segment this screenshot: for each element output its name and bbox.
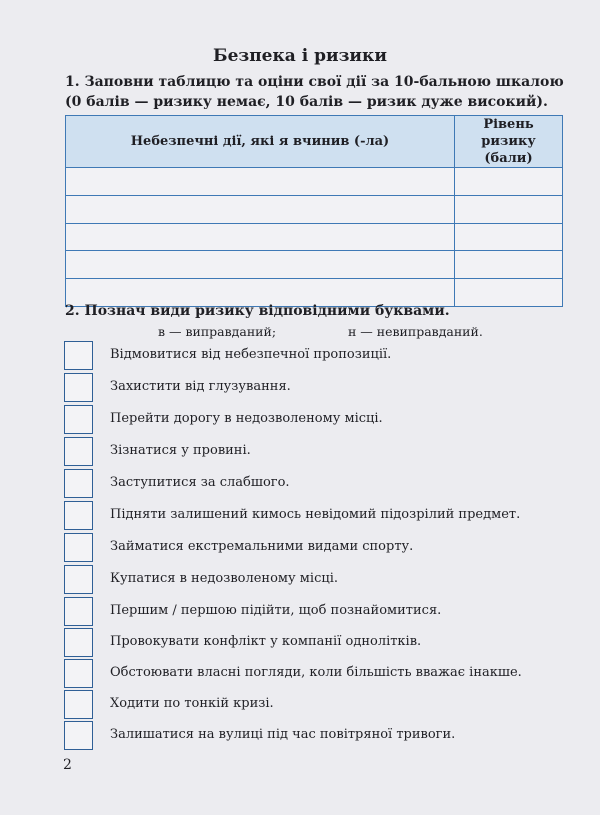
answer-box[interactable] — [64, 533, 93, 562]
list-item — [64, 469, 564, 498]
answer-box[interactable] — [64, 659, 93, 688]
task-1-number: 1. — [65, 74, 80, 90]
table-cell-action[interactable] — [66, 168, 455, 196]
list-item — [64, 533, 564, 562]
answer-box[interactable] — [64, 690, 93, 719]
item-label: Захистити від глузування. — [110, 379, 291, 394]
page-number: 2 — [63, 757, 72, 773]
table-row — [66, 195, 563, 223]
answer-box[interactable] — [64, 501, 93, 530]
legend-justified: в — виправданий; — [158, 324, 277, 339]
table-cell-action[interactable] — [66, 223, 455, 251]
task-1-instruction — [65, 72, 565, 112]
table-cell-score[interactable] — [455, 168, 563, 196]
list-item — [64, 659, 564, 688]
list-item — [64, 721, 564, 750]
table-cell-action[interactable] — [66, 195, 455, 223]
answer-box[interactable] — [64, 597, 93, 626]
item-label: Першим / першою підійти, щоб познайомитися. — [110, 603, 442, 618]
table-cell-score[interactable] — [455, 279, 563, 307]
table-cell-score[interactable] — [455, 195, 563, 223]
task-2-number: 2. — [65, 303, 80, 319]
item-label: Ходити по тонкій кризі. — [110, 696, 274, 711]
list-item — [64, 373, 564, 402]
task-1-text: Заповни таблицю та оціни свої дії за 10-бальною шкалою (0 балів — ризику немає, 10 балів — ризик дуже високий). — [65, 74, 564, 110]
answer-box[interactable] — [64, 721, 93, 750]
answer-box[interactable] — [64, 437, 93, 466]
table-row — [66, 251, 563, 279]
item-label: Відмовитися від небезпечної пропозиції. — [110, 347, 392, 362]
table-cell-action[interactable] — [66, 251, 455, 279]
risk-table-header-row — [66, 116, 563, 168]
answer-box[interactable] — [64, 405, 93, 434]
list-item — [64, 437, 564, 466]
item-label: Займатися екстремальними видами спорту. — [110, 539, 414, 554]
item-label: Заступитися за слабшого. — [110, 475, 290, 490]
task-2-text: Познач види ризику відповідними буквами. — [84, 303, 450, 319]
page-title: Безпека і ризики — [213, 46, 387, 66]
answer-box[interactable] — [64, 341, 93, 370]
risk-table — [65, 115, 563, 307]
item-label: Провокувати конфлікт у компанії однолітків. — [110, 634, 422, 649]
table-row — [66, 223, 563, 251]
table-cell-score[interactable] — [455, 223, 563, 251]
list-item — [64, 501, 564, 530]
legend-unjustified: н — невиправданий. — [348, 324, 483, 339]
item-label: Залишатися на вулиці під час повітряної тривоги. — [110, 727, 456, 742]
table-cell-score[interactable] — [455, 251, 563, 279]
item-label: Перейти дорогу в недозволеному місці. — [110, 411, 383, 426]
list-item — [64, 628, 564, 657]
item-label: Купатися в недозволеному місці. — [110, 571, 339, 586]
task-2-instruction — [65, 303, 450, 319]
list-item — [64, 341, 564, 370]
header-risk-level: Рівень ризику (бали) — [455, 116, 563, 168]
header-dangerous-actions: Небезпечні дії, які я вчинив (-ла) — [66, 116, 455, 168]
answer-box[interactable] — [64, 469, 93, 498]
list-item — [64, 405, 564, 434]
answer-box[interactable] — [64, 373, 93, 402]
list-item — [64, 690, 564, 719]
item-label: Обстоювати власні погляди, коли більшість вважає інакше. — [110, 665, 522, 680]
list-item — [64, 597, 564, 626]
answer-box[interactable] — [64, 565, 93, 594]
item-label: Зізнатися у провині. — [110, 443, 251, 458]
table-row — [66, 168, 563, 196]
item-label: Підняти залишений кимось невідомий підозрілий предмет. — [110, 507, 521, 522]
list-item — [64, 565, 564, 594]
answer-box[interactable] — [64, 628, 93, 657]
